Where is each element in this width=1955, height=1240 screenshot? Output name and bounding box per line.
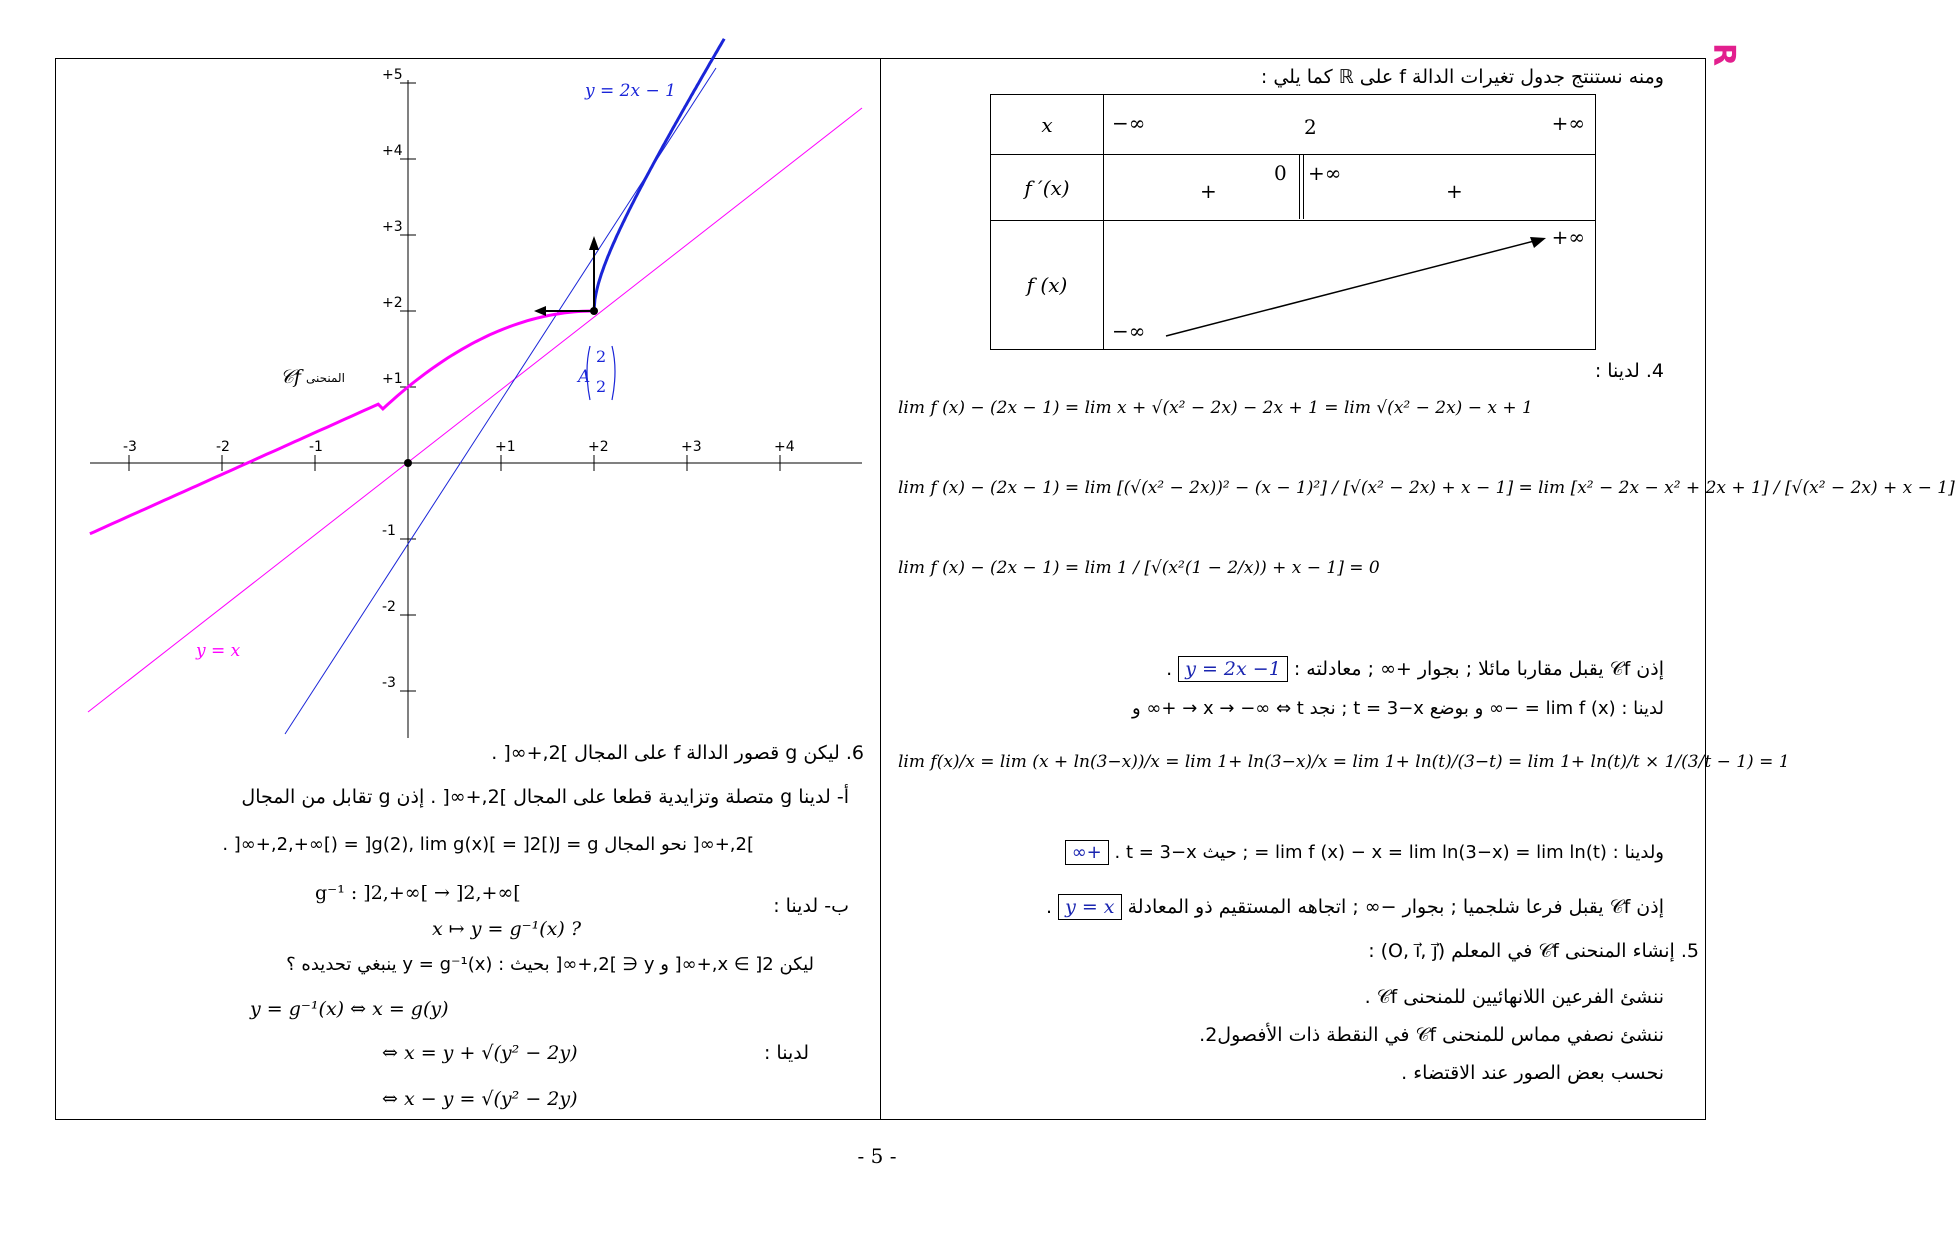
y-tick-label: +4 — [382, 143, 403, 159]
point-a-y: 2 — [596, 377, 607, 396]
x-tick-label: +3 — [681, 439, 702, 455]
y-tick-label: -3 — [382, 675, 396, 691]
section-5-title: 5. إنشاء المنحنى 𝒞f في المعلم (O, i⃗, j⃗) : — [1368, 940, 1699, 962]
origin-point — [404, 459, 412, 467]
table-label-f: f (x) — [991, 221, 1104, 350]
oblique-asymptote-eq: y = 2x −1 — [1178, 656, 1288, 682]
x-tick-label: +4 — [774, 439, 795, 455]
sign-left: + — [1200, 179, 1217, 203]
vertical-half-tangent-arrow — [589, 236, 599, 250]
limit-line-2: lim f (x) − (2x − 1) = lim [(√(x² − 2x))² − (x − 1)²] / [√(x² − 2x) + x − 1] = lim [x² − 2x − x² + 2x + 1] / [√(x² − 2x) + x − 1] — [898, 478, 1955, 498]
limit-line-3: lim f (x) − (2x − 1) = lim 1 / [√(x²(1 − 2/x)) + x − 1] = 0 — [898, 558, 1380, 578]
section-5-step-2: ننشئ نصفي مماس للمنحنى 𝒞f في النقطة ذات الأفصول2. — [1199, 1024, 1664, 1046]
limit-line-4: lim f(x)/x = lim (x + ln(3−x))/x = lim 1+ ln(3−x)/x = lim 1+ ln(t)/(3−t) = lim 1+ ln(t)/t × 1/(3/t − 1) = 1 — [898, 752, 1790, 772]
section-6b-label: ب- لدينا : — [773, 895, 849, 917]
x-tick-label: +1 — [495, 439, 516, 455]
increase-arrow — [1104, 221, 1598, 347]
table-row-x — [1104, 95, 1596, 155]
point-a-x: 2 — [596, 347, 607, 366]
bisector-line — [88, 108, 862, 712]
bisector-label: y = x — [196, 641, 241, 661]
parabolic-branch-eq: y = x — [1058, 894, 1121, 920]
parabolic-branch-line: إذن 𝒞f يقبل فرعا شلجميا ; بجوار −∞ ; اتجاهه المستقيم ذو المعادلة y = x . — [1045, 896, 1664, 918]
column-divider — [880, 58, 881, 1120]
y-tick-label: +3 — [382, 219, 403, 235]
curve-right-branch — [594, 39, 724, 311]
substitution-line: لدينا : lim f (x) = −∞ و بوضع t = 3−x ; نجد x → −∞ ⇔ t → +∞ و — [1132, 698, 1664, 719]
variation-table — [990, 94, 1596, 350]
y-tick-label: +2 — [382, 295, 403, 311]
equivalence-label: لدينا : — [763, 1042, 809, 1064]
x-minus-inf: −∞ — [1112, 111, 1146, 135]
oblique-asymptote-line: إذن 𝒞f يقبل مقاربا مائلا ; بجوار +∞ ; معادلته : y = 2x −1 . — [1166, 658, 1664, 680]
point-a — [590, 307, 598, 315]
f-plus-inf: +∞ — [1551, 225, 1585, 249]
x-tick-label: -2 — [216, 439, 230, 455]
x-plus-inf: +∞ — [1551, 111, 1585, 135]
section-5-step-1: ننشئ الفرعين اللانهائيين للمنحنى 𝒞f . — [1364, 986, 1664, 1008]
y-tick-group — [382, 67, 416, 691]
double-bar — [1299, 155, 1304, 219]
table-row-f — [1104, 221, 1596, 350]
inverse-map-line-1: g⁻¹ : ]2,+∞[ → ]2,+∞[ — [315, 882, 521, 904]
curve-symbol-label: 𝒞f — [280, 366, 301, 388]
curve-left-branch — [90, 311, 592, 534]
table-row-fprime — [1104, 155, 1596, 221]
f-minus-inf: −∞ — [1112, 319, 1146, 343]
limit-line-1: lim f (x) − (2x − 1) = lim x + √(x² − 2x) − 2x + 1 = lim √(x² − 2x) − x + 1 — [898, 398, 1533, 418]
section-6a-line-1: أ- لدينا g متصلة وتزايدية قطعا على المجال ]2,+∞[ . إذن g تقابل من المجال — [241, 786, 849, 808]
oblique-asymptote-text: إذن 𝒞f يقبل مقاربا مائلا ; بجوار +∞ ; معادلته : — [1293, 658, 1664, 680]
x-tick-label: +2 — [588, 439, 609, 455]
x-tick-label: -1 — [309, 439, 323, 455]
section-6-title: 6. ليكن g قصور الدالة f على المجال ]2,+∞[ . — [491, 742, 864, 764]
section-4-title: 4. لدينا : — [1594, 360, 1664, 382]
limit-line-5-box: +∞ — [1065, 840, 1109, 865]
section-5-step-3: نحسب بعض الصور عند الاقتضاء . — [1401, 1062, 1664, 1084]
intro-line: ومنه نستنتج جدول تغيرات الدالة f على ℝ كما يلي : — [1260, 66, 1664, 88]
page-number: - 5 - — [857, 1144, 897, 1168]
inverse-map-line-2: x ↦ y = g⁻¹(x) ? — [432, 918, 582, 940]
equivalence-1: y = g⁻¹(x) ⇔ x = g(y) — [250, 998, 449, 1020]
section-6a-line-2: ]2,+∞[ نحو المجال J = g(]2,+∞[) = ]g(2), lim g(x)[ = ]2,+∞[ . — [222, 834, 754, 855]
corner-mark: R — [1706, 43, 1741, 67]
coord-paren-right — [612, 346, 615, 400]
fprime-zero: 0 — [1274, 161, 1287, 185]
equivalence-2: ⇔ x = y + √(y² − 2y) — [382, 1042, 578, 1064]
x-two: 2 — [1304, 115, 1317, 139]
sign-right: + — [1446, 179, 1463, 203]
table-label-x: x — [991, 95, 1104, 155]
parabolic-branch-text: إذن 𝒞f يقبل فرعا شلجميا ; بجوار −∞ ; اتجاهه المستقيم ذو المعادلة — [1127, 896, 1664, 918]
y-tick-label: -1 — [382, 523, 396, 539]
section-6b-let: ليكن x ∈ ]2,+∞[ و y ∈ ]2,+∞[ بحيث : y = g⁻¹(x) ينبغي تحديده ؟ — [286, 954, 814, 975]
y-tick-label: -2 — [382, 599, 396, 615]
y-tick-label: +5 — [382, 67, 403, 83]
asymptote-label: y = 2x − 1 — [585, 81, 676, 101]
limit-line-5-text: ولدينا : lim f (x) − x = lim ln(3−x) = lim ln(t) = ; حيث t = 3−x . — [1114, 842, 1664, 863]
y-tick-label: +1 — [382, 371, 403, 387]
table-label-fprime: f ′(x) — [991, 155, 1104, 221]
horizontal-half-tangent-arrow — [534, 306, 546, 316]
curve-word-label: المنحنى — [306, 371, 345, 385]
x-tick-label: -3 — [123, 439, 137, 455]
function-graph — [90, 67, 870, 740]
limit-line-5 — [1065, 842, 1664, 863]
fprime-plus-inf: +∞ — [1308, 161, 1342, 185]
point-a-label: A — [578, 367, 591, 387]
equivalence-3: ⇔ x − y = √(y² − 2y) — [382, 1088, 578, 1110]
